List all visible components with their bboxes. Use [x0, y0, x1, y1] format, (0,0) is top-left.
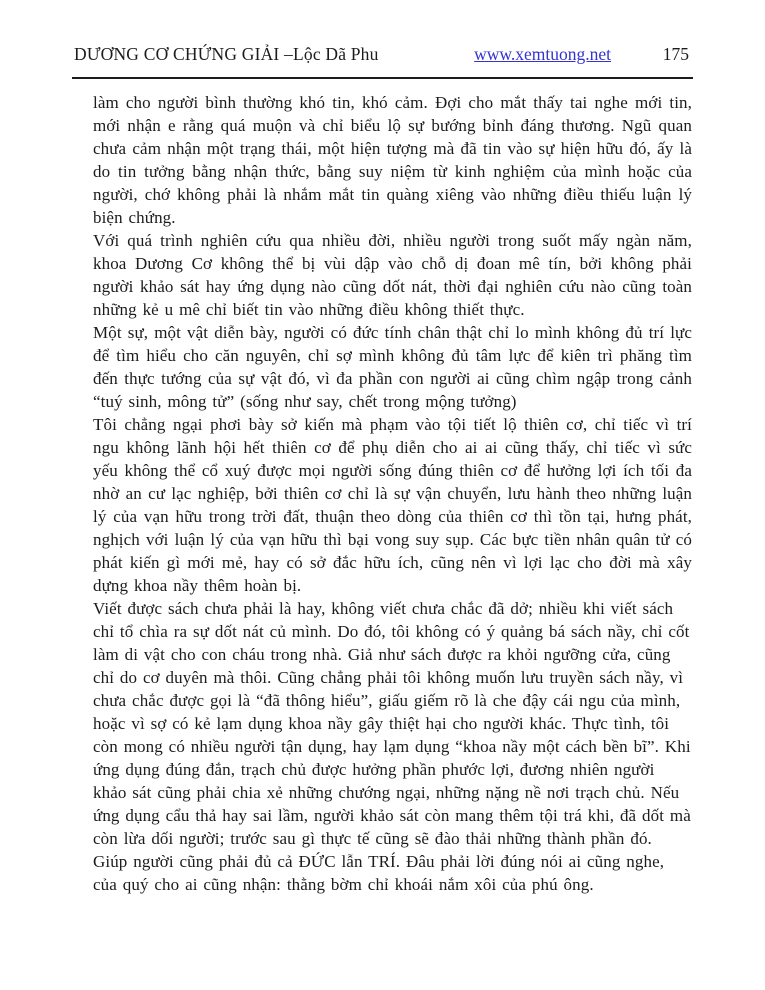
paragraph: Viết được sách chưa phải là hay, không viết chưa chắc đã dở; nhiều khi viết sách chỉ tổ chìa ra sự dốt nát củ mình. Do đó, tôi không có ý quảng bá sách nầy, chỉ cốt làm di vật cho con cháu trong nhà. Giả như sách được ra khỏi ngưỡng cửa, cũng chỉ do cơ duyên mà thôi. Cũng chẳng phải tôi không muốn lưu truyền sách nầy, vì chưa chắc được gọi là “đã thông hiểu”, giấu giếm rõ là che đậy cái ngu của mình, hoặc vì sợ có kẻ lạm dụng khoa nầy gây thiệt hại cho người khác. Thực tình, tôi còn mong có nhiều người tận dụng, hay lạm dụng “khoa nầy một cách bền bĩ”. Khi ứng dụng đúng đắn, trạch chủ được hưởng phần phước lợi, đương nhiên người khảo sát cũng phải chia xẻ những chướng ngại, những nặng nề nơi trạch chủ. Nếu ứng dụng cẩu thả hay sai lầm, người khảo sát còn mang thêm tội trá khi, đã dốt mà còn lừa dối người; trước sau gì thực tế cũng sẽ đào thải những thành phần đó. Giúp người cũng phải đủ cả ĐỨC lẫn TRÍ. Đâu phải lời đúng nói ai cũng nghe, của quý cho ai cũng nhận: thằng bờm chỉ khoái nắm xôi của phú ông.: [93, 599, 691, 894]
page-header: [74, 44, 689, 65]
page-body: [93, 91, 692, 896]
running-title: DƯƠNG CƠ CHỨNG GIẢI –Lộc Dã Phu: [74, 44, 379, 64]
website-link[interactable]: www.xemtuong.net: [474, 44, 611, 64]
header-rule: [72, 77, 693, 79]
paragraph: Một sự, một vật diễn bày, người có đức tính chân thật chỉ lo mình không đủ trí lực để tìm hiểu cho căn nguyên, chỉ sợ mình không đủ tâm lực để kiên trì phăng tìm đến thực tướng của sự vật đó, vì đa phần con người ai cũng chìm ngập trong cảnh “tuý sinh, mông tử” (sống như say, chết trong mộng tưởng): [93, 323, 692, 411]
paragraph: làm cho người bình thường khó tin, khó cảm. Đợi cho mắt thấy tai nghe mới tin, mới nhận e rằng quá muộn và chỉ biểu lộ sự bướng bỉnh đáng thương. Ngũ quan chưa cảm nhận một trạng thái, một hiện tượng mà đã tin vào sự hiện hữu đó, ấy là do tin tưởng bằng nhận thức, bằng suy niệm từ kinh nghiệm của mình hoặc của người, chớ không phải là nhắm mắt tin quàng xiêng vào những điều thiếu luận lý biện chứng.: [93, 93, 692, 227]
paragraph: Tôi chẳng ngại phơi bày sở kiến mà phạm vào tội tiết lộ thiên cơ, chỉ tiếc vì trí ngu không lãnh hội hết thiên cơ để phụ diễn cho ai ai cũng thấy, chỉ tiếc vì sức yếu không thể cổ xuý được mọi người sống đúng thiên cơ để hưởng lợi ích tối đa nhờ an cư lạc nghiệp, bởi thiên cơ chỉ là sự vận chuyển, lưu hành theo những luận lý của vạn hữu trong trời đất, thuận theo dòng của thiên cơ thì tồn tại, hưng phát, nghịch với luận lý của vạn hữu thì bại vong suy sụp. Các bực tiền nhân quân tử có phát kiến gì mới mẻ, hay có sở đắc hữu ích, cũng nên vì lợi lạc cho đời mà xây dựng khoa nầy thêm hoàn bị.: [93, 415, 692, 595]
paragraph: Với quá trình nghiên cứu qua nhiều đời, nhiều người trong suốt mấy ngàn năm, khoa Dương Cơ không thể bị vùi dập vào chỗ dị đoan mê tín, bởi không phải người khảo sát hay ứng dụng nào cũng dốt nát, thời đại nghiên cứu nào cũng toàn những kẻ u mê chỉ biết tin vào những điều không thiết thực.: [93, 231, 692, 319]
page-number: 175: [662, 44, 689, 64]
